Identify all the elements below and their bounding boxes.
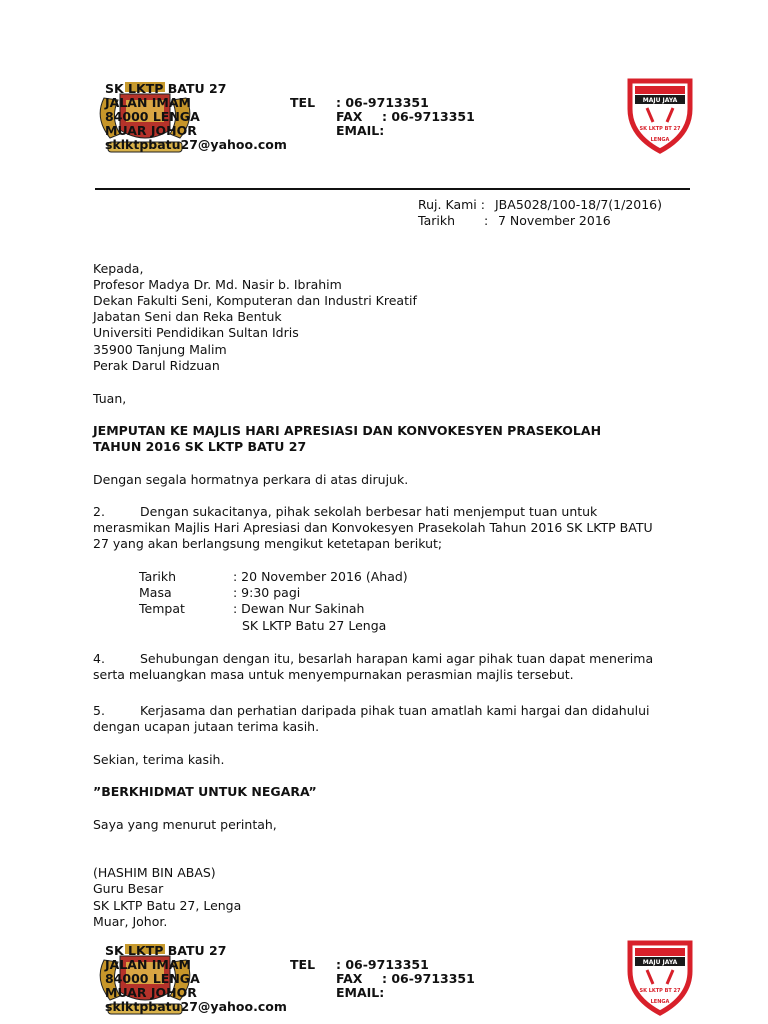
opening-paragraph: Dengan segala hormatnya perkara di atas dirujuk. <box>93 472 409 487</box>
address-line-2: 84000 LENGA <box>105 109 200 124</box>
email-address: sklktpbatu27@yahoo.com <box>105 999 287 1014</box>
tarikh-value: 7 November 2016 <box>498 213 611 228</box>
recipient-line: Universiti Pendidikan Sultan Idris <box>93 325 299 340</box>
email-label: EMAIL: <box>336 985 385 1000</box>
salutation: Tuan, <box>93 391 127 406</box>
detail-label: Tempat <box>139 601 185 616</box>
crest-mid-text: SK LKTP BT 27 <box>639 126 681 132</box>
signature-location: Muar, Johor. <box>93 914 168 929</box>
header-divider <box>95 188 690 190</box>
para5-line: dengan ucapan jutaan terima kasih. <box>93 719 320 734</box>
school-name: SK LKTP BATU 27 <box>105 943 227 958</box>
recipient-line: Jabatan Seni dan Reka Bentuk <box>93 309 282 324</box>
detail-value: : 9:30 pagi <box>233 585 301 600</box>
signature-school: SK LKTP Batu 27, Lenga <box>93 898 242 913</box>
detail-label: Tarikh <box>139 569 176 584</box>
detail-value-extra: SK LKTP Batu 27 Lenga <box>242 618 387 633</box>
address-line-1: JALAN IMAM <box>105 957 191 972</box>
para5-number: 5. <box>93 703 105 718</box>
tel-value: : 06-9713351 <box>336 95 429 110</box>
para4-number: 4. <box>93 651 105 666</box>
para4-line: serta meluangkan masa untuk menyempurnakan perasmian majlis tersebut. <box>93 667 574 682</box>
para2-number: 2. <box>93 504 105 519</box>
recipient-line: Kepada, <box>93 261 144 276</box>
ruj-value: JBA5028/100-18/7(1/2016) <box>495 197 663 212</box>
fax-label: FAX <box>336 971 363 986</box>
tel-label: TEL <box>290 95 316 110</box>
tarikh-sep: : <box>484 213 489 228</box>
detail-label: Masa <box>139 585 172 600</box>
address-line-1: JALAN IMAM <box>105 95 191 110</box>
email-label: EMAIL: <box>336 123 385 138</box>
para5-line: Kerjasama dan perhatian daripada pihak tuan amatlah kami hargai dan didahului <box>140 703 650 718</box>
address-line-2: 84000 LENGA <box>105 971 200 986</box>
detail-value: : 20 November 2016 (Ahad) <box>233 569 408 584</box>
tel-label: TEL <box>290 957 316 972</box>
recipient-line: 35900 Tanjung Malim <box>93 342 227 357</box>
closing: Sekian, terima kasih. <box>93 752 225 767</box>
ruj-label: Ruj. Kami : <box>418 197 485 212</box>
address-line-3: MUAR JOHOR <box>105 985 197 1000</box>
signature-title: Guru Besar <box>93 881 164 896</box>
recipient-line: Perak Darul Ridzuan <box>93 358 220 373</box>
para2-line: Dengan sukacitanya, pihak sekolah berbesar hati menjemput tuan untuk <box>140 504 598 519</box>
crest-top-text: MAJU JAYA <box>642 97 678 104</box>
crest-top-text: MAJU JAYA <box>642 959 678 966</box>
fax-value: : 06-9713351 <box>382 971 475 986</box>
signature-name: (HASHIM BIN ABAS) <box>93 865 216 880</box>
school-name: SK LKTP BATU 27 <box>105 81 227 96</box>
crest-mid-text: SK LKTP BT 27 <box>639 988 681 994</box>
tarikh-label: Tarikh <box>418 213 455 228</box>
para2-line: merasmikan Majlis Hari Apresiasi dan Konvokesyen Prasekolah Tahun 2016 SK LKTP BATU <box>93 520 653 535</box>
recipient-line: Profesor Madya Dr. Md. Nasir b. Ibrahim <box>93 277 342 292</box>
subject-line-2: TAHUN 2016 SK LKTP BATU 27 <box>93 439 307 454</box>
crest-bottom-text: LENGA <box>650 137 670 143</box>
para2-line: 27 yang akan berlangsung mengikut ketetapan berikut; <box>93 536 443 551</box>
fax-label: FAX <box>336 109 363 124</box>
school-crest-logo <box>625 78 695 154</box>
school-crest-logo <box>625 940 695 1016</box>
detail-value: : Dewan Nur Sakinah <box>233 601 365 616</box>
fax-value: : 06-9713351 <box>382 109 475 124</box>
crest-bottom-text: LENGA <box>650 999 670 1005</box>
recipient-line: Dekan Fakulti Seni, Komputeran dan Industri Kreatif <box>93 293 417 308</box>
subject-line-1: JEMPUTAN KE MAJLIS HARI APRESIASI DAN KONVOKESYEN PRASEKOLAH <box>93 423 602 438</box>
tel-value: : 06-9713351 <box>336 957 429 972</box>
email-address: sklktpbatu27@yahoo.com <box>105 137 287 152</box>
para4-line: Sehubungan dengan itu, besarlah harapan kami agar pihak tuan dapat menerima <box>140 651 654 666</box>
address-line-3: MUAR JOHOR <box>105 123 197 138</box>
sign-off: Saya yang menurut perintah, <box>93 817 277 832</box>
motto: ”BERKHIDMAT UNTUK NEGARA” <box>93 784 317 799</box>
